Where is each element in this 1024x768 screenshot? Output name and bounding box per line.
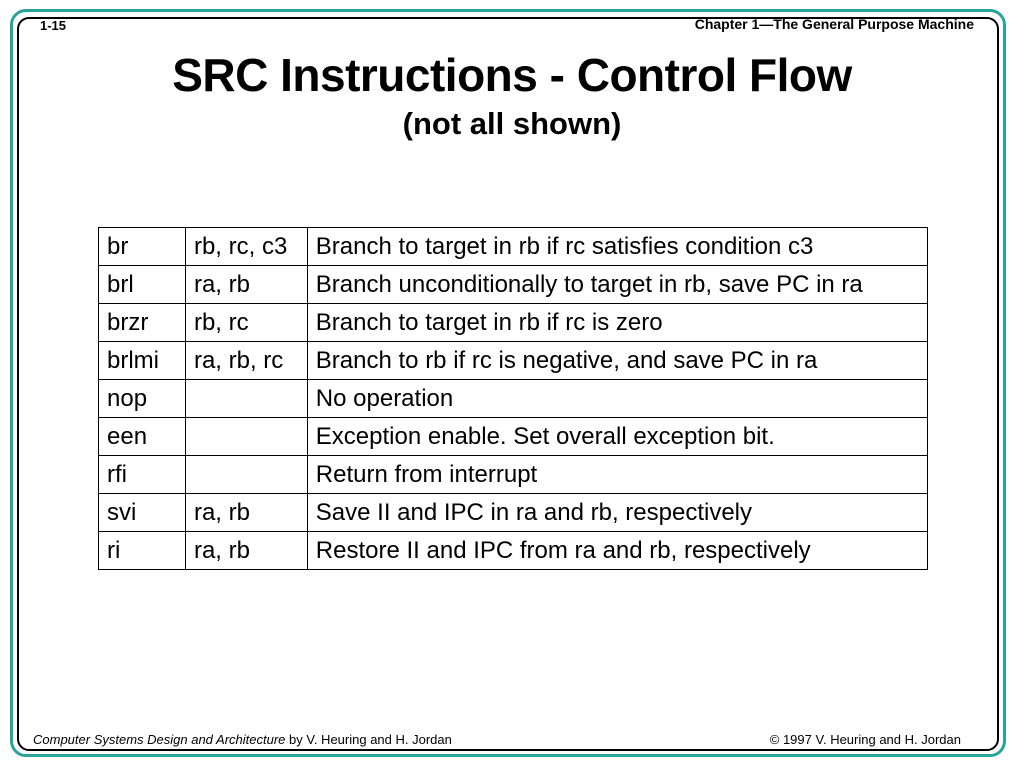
table-row [99, 266, 928, 304]
description-cell: Branch to target in rb if rc satisfies condition c3 [307, 228, 927, 266]
slide-title: SRC Instructions - Control Flow [172, 49, 852, 101]
operands-cell: ra, rb [185, 266, 307, 304]
slide-subtitle: (not all shown) [402, 106, 622, 141]
chapter-header: Chapter 1—The General Purpose Machine [694, 16, 974, 32]
opcode-cell: brlmi [99, 342, 186, 380]
table-row [99, 228, 928, 266]
operands-cell: rb, rc, c3 [185, 228, 307, 266]
description-cell: Return from interrupt [307, 456, 927, 494]
description-cell: Restore II and IPC from ra and rb, respectively [307, 532, 927, 570]
opcode-cell: brzr [99, 304, 186, 342]
table-row [99, 380, 928, 418]
operands-cell: ra, rb [185, 532, 307, 570]
operands-cell [185, 456, 307, 494]
operands-cell [185, 380, 307, 418]
opcode-cell: brl [99, 266, 186, 304]
footer-book-credit [33, 732, 452, 747]
footer-authors: by V. Heuring and H. Jordan [285, 732, 452, 747]
opcode-cell: ri [99, 532, 186, 570]
operands-cell: ra, rb, rc [185, 342, 307, 380]
table-row [99, 342, 928, 380]
table-row [99, 494, 928, 532]
table-row [99, 532, 928, 570]
opcode-cell: nop [99, 380, 186, 418]
table-row [99, 418, 928, 456]
description-cell: Branch unconditionally to target in rb, save PC in ra [307, 266, 927, 304]
opcode-cell: rfi [99, 456, 186, 494]
opcode-cell: een [99, 418, 186, 456]
description-cell: No operation [307, 380, 927, 418]
description-cell: Branch to target in rb if rc is zero [307, 304, 927, 342]
opcode-cell: br [99, 228, 186, 266]
operands-cell: rb, rc [185, 304, 307, 342]
footer-book-title: Computer Systems Design and Architecture [33, 732, 286, 747]
slide-number: 1-15 [40, 18, 67, 33]
footer-copyright: © 1997 V. Heuring and H. Jordan [769, 732, 961, 747]
operands-cell [185, 418, 307, 456]
description-cell: Save II and IPC in ra and rb, respectively [307, 494, 927, 532]
instruction-table [98, 227, 928, 570]
table-row [99, 304, 928, 342]
description-cell: Exception enable. Set overall exception bit. [307, 418, 927, 456]
description-cell: Branch to rb if rc is negative, and save PC in ra [307, 342, 927, 380]
table-row [99, 456, 928, 494]
operands-cell: ra, rb [185, 494, 307, 532]
opcode-cell: svi [99, 494, 186, 532]
